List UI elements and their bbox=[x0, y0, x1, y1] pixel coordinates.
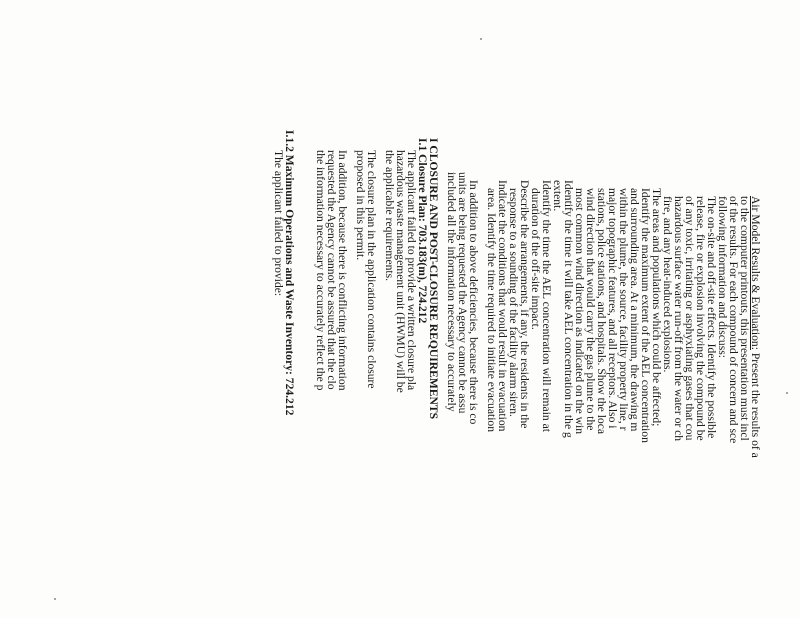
document-line: extent. bbox=[551, 180, 564, 212]
document-line: The applicant failed to provide a written closure pla bbox=[405, 150, 418, 391]
document-line: duration of the off-site impact. bbox=[529, 188, 542, 330]
scan-speck bbox=[480, 38, 482, 40]
document-line: Describe the arrangements, if any, the residents in the bbox=[518, 180, 531, 429]
document-line: included all the information necessary to accurately bbox=[445, 172, 458, 412]
scan-speck bbox=[54, 598, 56, 600]
document-line: the information necessary to accurately reflect the p bbox=[314, 150, 327, 391]
document-line: area. Identify the time required to initiate evacuation bbox=[485, 188, 498, 433]
document-line: response to a sounding of the facility alarm siren. bbox=[507, 188, 520, 417]
document-line: hazardous surface water run-off from the water or ch bbox=[672, 196, 685, 442]
document-line: hazardous waste management unit (HWMU) will be bbox=[394, 150, 407, 393]
document-line: I.1 Closure Plan: 703.183(m), 724.212 bbox=[416, 138, 429, 324]
document-line: The closure plan in the application contains closure bbox=[365, 150, 378, 389]
document-line: Identify the maximum extent of the AEL concentration bbox=[639, 188, 652, 443]
scan-speck bbox=[786, 392, 788, 394]
document-line: units are being requested the Agency cannot be assu bbox=[456, 172, 469, 414]
document-line: The areas and populations which could be affected; bbox=[650, 188, 663, 427]
document-line: In addition, because there is conflicting information bbox=[336, 150, 349, 391]
document-line: stations, police stations, and hospitals. Show the loca bbox=[595, 188, 608, 435]
rotated-text-block bbox=[120, 130, 762, 618]
document-line: I.1.2 Maximum Operations and Waste Inventory: 724.212 bbox=[283, 130, 296, 416]
document-line: Identify the time it will take AEL concentration in the g bbox=[562, 180, 575, 438]
document-line: and surrounding area. At a minimum, the drawing m bbox=[628, 188, 641, 432]
document-line: Indicate the conditions that would result in evacuation bbox=[496, 180, 509, 432]
document-line: the applicable requirements. bbox=[383, 150, 396, 282]
document-line: major topographic features, and all receptors. Also i bbox=[606, 188, 619, 429]
section-heading: Air Model Results & Evaluation: bbox=[749, 196, 762, 350]
document-line: The applicant failed to provide: bbox=[272, 150, 285, 297]
document-line: of any toxic, irritating or asphyxiating gases that cou bbox=[683, 196, 696, 441]
document-line: within the plume, the source, facility property line, r bbox=[617, 188, 630, 431]
document-line: requested the Agency cannot be assured that the clo bbox=[325, 150, 338, 390]
document-line: wind direction that would carry the gas plume to the bbox=[584, 188, 597, 431]
document-line: In addition to above deficiencies, because there is co bbox=[467, 180, 480, 425]
document-line: I CLOSURE AND POST-CLOSURE REQUIREMENTS bbox=[427, 138, 440, 420]
document-line: fire, and any heat-induced explosions. bbox=[661, 196, 674, 373]
section-text: Present the results of a bbox=[749, 349, 762, 458]
document-line: most common wind direction as indicated on the win bbox=[573, 188, 586, 434]
document-line: following information and discuss: bbox=[716, 196, 729, 358]
document-line: to the computer printouts, this presentation must incl bbox=[738, 196, 751, 441]
document-line: release, fire or explosion involving the compound be bbox=[694, 196, 707, 441]
document-line: proposed in this permit. bbox=[354, 150, 367, 261]
document-line: Identify the time the AEL concentration will remain at bbox=[540, 180, 553, 432]
document-line: of the results. For each compound of concern and sce bbox=[727, 196, 740, 444]
document-line: The on-site and off-site effects. Identify the possible bbox=[705, 196, 718, 439]
